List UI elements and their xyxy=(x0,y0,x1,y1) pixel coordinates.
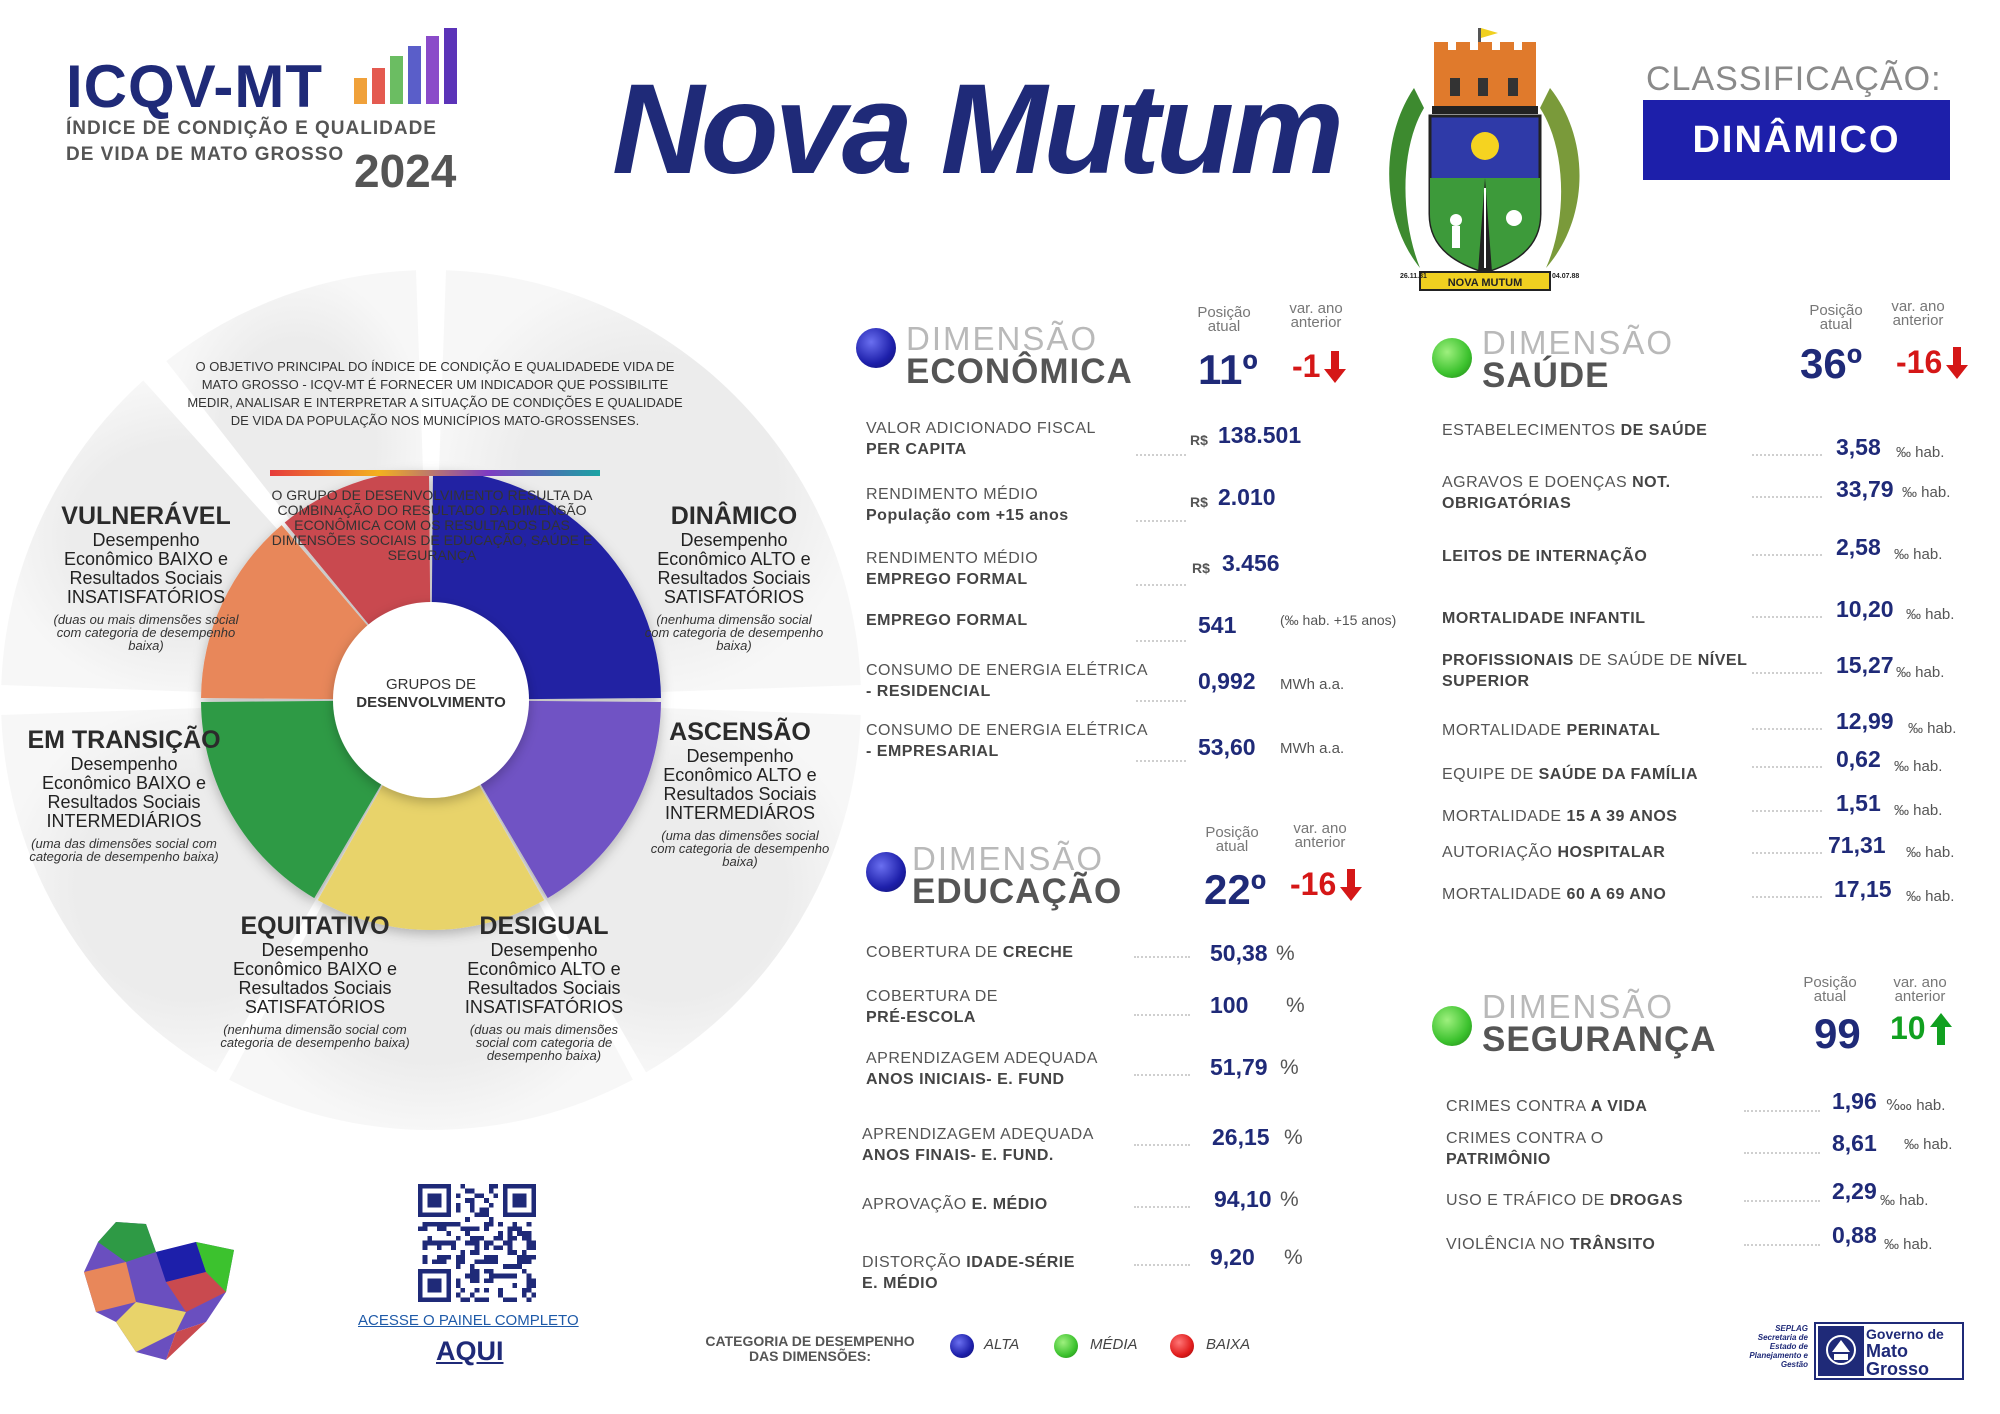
leader-dots xyxy=(1136,640,1186,642)
saude-dim-name: SAÚDE xyxy=(1482,356,1610,395)
indicator-value: 12,99 xyxy=(1836,708,1894,734)
legend-dot-baixa xyxy=(1170,1334,1194,1358)
indicator-unit: % xyxy=(1284,1246,1303,1269)
seguranca-position-label: Posição atual xyxy=(1803,974,1857,1005)
saude-position-label: Posição atual xyxy=(1809,302,1863,333)
currency-prefix: R$ xyxy=(1190,494,1208,510)
educacao-dim-name: EDUCAÇÃO xyxy=(912,872,1123,911)
saude-position-value: 36º xyxy=(1800,340,1863,387)
indicator-line-1: MORTALIDADE xyxy=(1442,886,1562,903)
segment-desigual xyxy=(454,912,634,1062)
leader-dots xyxy=(1744,1152,1820,1154)
indicator-label xyxy=(1442,420,1772,441)
seguranca-category-dot xyxy=(1432,1006,1472,1046)
indicator-line-1: CRIMES CONTRA xyxy=(1446,1098,1586,1115)
educacao-category-dot xyxy=(866,852,906,892)
indicator-line-1: VALOR ADICIONADO FISCAL xyxy=(866,420,1096,437)
logo-bars-icon xyxy=(354,28,458,104)
indicator-bold-2: NÍVEL xyxy=(1697,652,1748,669)
indicator-value: 0,992 xyxy=(1198,668,1256,694)
segment-desc: Desempenho Econômico BAIXO e Resultados Sociais INTERMEDIÁRIOS xyxy=(41,754,207,831)
seguranca-position-value: 99 xyxy=(1814,1010,1861,1057)
indicator-label xyxy=(1442,806,1772,827)
indicator-unit: % xyxy=(1286,994,1305,1017)
logo-subtitle-line-2: DE VIDA DE MATO GROSSO xyxy=(66,144,345,165)
indicator-value: 53,60 xyxy=(1198,734,1256,760)
indicator-value: 17,15 xyxy=(1834,876,1892,902)
indicator-line-1: VIOLÊNCIA NO xyxy=(1446,1236,1565,1253)
leader-dots xyxy=(1752,810,1822,812)
indicator-value: 3.456 xyxy=(1222,550,1280,576)
leader-dots xyxy=(1136,454,1186,456)
mato-grosso-map-icon xyxy=(76,1212,236,1362)
leader-dots xyxy=(1752,672,1822,674)
gov-line-3: Grosso xyxy=(1866,1359,1930,1379)
indicator-bold: 60 A 69 ANO xyxy=(1566,886,1667,903)
leader-dots xyxy=(1744,1244,1820,1246)
indicator-label xyxy=(1442,842,1772,863)
leader-dots xyxy=(1744,1200,1820,1202)
economica-variation xyxy=(1292,348,1346,385)
indicator-line-1: AUTORIAÇÃO xyxy=(1442,844,1553,861)
indicator-label xyxy=(1446,1128,1746,1170)
leader-dots xyxy=(1136,520,1186,522)
seguranca-variation-label: var. ano anterior xyxy=(1893,974,1947,1005)
indicator-value: 10,20 xyxy=(1836,596,1894,622)
indicator-label xyxy=(866,418,1136,460)
indicator-line-2: ANOS INICIAIS- E. FUND xyxy=(866,1071,1065,1088)
indicator-unit: % xyxy=(1280,1056,1299,1079)
arrow-down-icon xyxy=(1946,347,1968,379)
segment-desc: Desempenho Econômico ALTO e Resultados Sociais INTERMEDIÁROS xyxy=(663,746,817,823)
indicator-bold: CRECHE xyxy=(1002,944,1074,961)
indicator-label: EMPREGO FORMAL xyxy=(866,612,1028,629)
logo-title: ICQV-MT xyxy=(66,53,323,120)
economica-dim-word: DIMENSÃO xyxy=(906,320,1099,357)
objective-text: O OBJETIVO PRINCIPAL DO ÍNDICE DE CONDIÇÃO E QUALIDADEDE VIDA DE MATO GROSSO - ICQV-MT É FORNECER UM INDICADOR QUE POSSIBILITE MEDIR, ANALISAR E INTERPRETAR A SITUAÇÃO DE CONDIÇÕES E QUALIDADE DE VIDA DA POPULAÇÃO NOS MUNICÍPIOS MATO-GROSSENSES. xyxy=(187,359,683,428)
segment-vulneravel xyxy=(46,502,246,652)
gov-line-1: Governo de xyxy=(1866,1326,1944,1342)
segment-note: (nenhuma dimensão social com categoria de desempenho baixa) xyxy=(220,1022,410,1050)
indicator-bold: DROGAS xyxy=(1609,1192,1684,1209)
indicator-bold: SAÚDE DA FAMÍLIA xyxy=(1538,766,1698,783)
indicator-line-2: População com +15 anos xyxy=(866,507,1069,524)
indicator-bold: DE SAÚDE xyxy=(1620,422,1708,439)
indicator-line-2: PRÉ-ESCOLA xyxy=(866,1009,976,1026)
indicator-line-1: APRENDIZAGEM ADEQUADA xyxy=(866,1050,1098,1067)
indicator-value: 71,31 xyxy=(1828,832,1886,858)
indicator-label xyxy=(1446,1190,1746,1211)
indicator-value: 541 xyxy=(1198,612,1237,638)
indicator-line-1: DE SAÚDE DE xyxy=(1578,652,1693,669)
leader-dots xyxy=(1134,1144,1190,1146)
indicator-unit: ‰ hab. xyxy=(1896,664,1945,681)
segment-title: EQUITATIVO xyxy=(240,912,390,940)
wheel-center-label xyxy=(338,676,524,712)
indicator-value: 26,15 xyxy=(1212,1124,1270,1150)
indicator-label xyxy=(1446,1234,1746,1255)
indicator-line-1: ESTABELECIMENTOS xyxy=(1442,422,1616,439)
indicator-bold: 15 A 39 ANOS xyxy=(1566,808,1678,825)
indicator-unit: ‰ hab. xyxy=(1894,546,1943,563)
segment-desc: Desempenho Econômico BAIXO e Resultados Sociais SATISFATÓRIOS xyxy=(232,940,398,1017)
indicator-line-2: OBRIGATÓRIAS xyxy=(1442,495,1572,512)
indicator-unit: % xyxy=(1284,1126,1303,1149)
leader-dots xyxy=(1134,1206,1190,1208)
segment-em-transicao xyxy=(24,726,224,863)
indicator-label xyxy=(1442,884,1772,905)
segment-title: DESIGUAL xyxy=(479,912,609,940)
indicator-bold: E. MÉDIO xyxy=(971,1196,1048,1213)
coat-date-left: 26.11.81 xyxy=(1400,273,1427,280)
indicator-bold: HOSPITALAR xyxy=(1557,844,1666,861)
legend-title xyxy=(690,1334,930,1364)
painel-completo-link[interactable]: ACESSE O PAINEL COMPLETO xyxy=(358,1312,579,1329)
legend-label-baixa: BAIXA xyxy=(1206,1336,1251,1353)
arrow-up-icon xyxy=(1930,1013,1952,1045)
arrow-down-icon xyxy=(1340,869,1362,901)
indicator-line-1: COBERTURA DE xyxy=(866,988,998,1005)
legend-dot-media xyxy=(1054,1334,1078,1358)
segment-desc: Desempenho Econômico ALTO e Resultados Sociais INSATISFATÓRIOS xyxy=(464,940,624,1017)
indicator-unit: ‰ hab. xyxy=(1904,1136,1953,1153)
logo-year: 2024 xyxy=(354,145,457,197)
educacao-variation xyxy=(1290,866,1362,903)
indicator-label xyxy=(1442,650,1772,692)
segment-desc: Desempenho Econômico BAIXO e Resultados Sociais INSATISFATÓRIOS xyxy=(63,530,229,607)
indicator-line-1: MORTALIDADE xyxy=(1442,808,1562,825)
coat-caption: NOVA MUTUM xyxy=(1447,277,1523,289)
currency-prefix: R$ xyxy=(1192,560,1210,576)
indicator-unit: MWh a.a. xyxy=(1280,740,1345,757)
indicator-label xyxy=(1442,472,1772,514)
segment-title: ASCENSÃO xyxy=(669,718,811,746)
indicator-unit: ‰ hab. xyxy=(1894,758,1943,775)
center-label-line-1: GRUPOS DE xyxy=(385,676,476,693)
indicator-label xyxy=(1442,608,1772,629)
indicator-unit: ‰ hab. xyxy=(1894,802,1943,819)
indicator-bold: PERINATAL xyxy=(1566,722,1661,739)
indicator-bold: TRÂNSITO xyxy=(1569,1236,1656,1253)
economica-variation-value: -1 xyxy=(1292,348,1321,384)
economica-category-dot xyxy=(856,328,896,368)
leader-dots xyxy=(1134,1014,1190,1016)
indicator-unit: ‰ hab. xyxy=(1908,720,1957,737)
indicator-value: 8,61 xyxy=(1832,1130,1877,1156)
indicator-line-1: USO E TRÁFICO DE xyxy=(1446,1192,1605,1209)
coat-date-right: 04.07.88 xyxy=(1552,273,1580,280)
segment-dinamico xyxy=(644,502,824,652)
coat-of-arms-icon xyxy=(1380,28,1590,296)
indicator-unit: ‱ hab. xyxy=(1886,1097,1946,1114)
indicator-unit: ‰ hab. xyxy=(1880,1192,1929,1209)
legend-label-media: MÉDIA xyxy=(1090,1336,1138,1353)
indicator-line-2: - RESIDENCIAL xyxy=(866,683,991,700)
saude-variation-label: var. ano anterior xyxy=(1891,298,1945,329)
logo-subtitle-line-1: ÍNDICE DE CONDIÇÃO E QUALIDADE xyxy=(66,118,437,139)
indicator-line-1: APRENDIZAGEM ADEQUADA xyxy=(862,1126,1094,1143)
aqui-link[interactable]: AQUI xyxy=(436,1336,504,1366)
indicator-line-1: RENDIMENTO MÉDIO xyxy=(866,550,1039,567)
segment-equitativo xyxy=(220,912,410,1049)
seguranca-dim-word: DIMENSÃO xyxy=(1482,988,1675,1025)
indicator-bold: LEITOS DE INTERNAÇÃO xyxy=(1442,548,1648,565)
educacao-position-value: 22º xyxy=(1204,866,1267,913)
saude-category-dot xyxy=(1432,338,1472,378)
indicator-value: 1,96 xyxy=(1832,1088,1877,1114)
leader-dots xyxy=(1752,766,1822,768)
leader-dots xyxy=(1134,1264,1190,1266)
indicator-label xyxy=(862,1194,1142,1215)
indicator-line-1: MORTALIDADE xyxy=(1442,722,1562,739)
indicator-label xyxy=(1442,764,1772,785)
legend-title-line-1: CATEGORIA DE DESEMPENHO xyxy=(705,1333,915,1349)
segment-note: (duas ou mais dimensões social com categoria de desempenho baixa) xyxy=(53,612,239,653)
indicator-line-1: DISTORÇÃO xyxy=(862,1254,962,1271)
indicator-label xyxy=(866,548,1136,590)
indicator-value: 33,79 xyxy=(1836,476,1894,502)
legend-title-line-2: DAS DIMENSÕES: xyxy=(748,1348,872,1364)
indicator-bold: NOT. xyxy=(1632,474,1671,491)
segment-note: (uma das dimensões social com categoria de desempenho baixa) xyxy=(29,836,219,864)
indicator-bold: PROFISSIONAIS xyxy=(1442,652,1574,669)
segment-note: (duas ou mais dimensões social com categoria de desempenho baixa) xyxy=(469,1022,619,1063)
educacao-position-label: Posição atual xyxy=(1205,824,1259,855)
seguranca-variation-value: 10 xyxy=(1890,1010,1926,1046)
leader-dots xyxy=(1752,852,1822,854)
indicator-value: 51,79 xyxy=(1210,1054,1268,1080)
economica-position-value: 11º xyxy=(1198,346,1258,393)
segment-title: DINÂMICO xyxy=(670,502,798,530)
indicator-value: 1,51 xyxy=(1836,790,1881,816)
indicator-value: 0,62 xyxy=(1836,746,1881,772)
indicator-line-1: CONSUMO DE ENERGIA ELÉTRICA xyxy=(866,662,1148,679)
economica-variation-label: var. ano anterior xyxy=(1289,300,1343,331)
indicator-bold: A VIDA xyxy=(1590,1098,1648,1115)
indicator-line-2: - EMPRESARIAL xyxy=(866,743,999,760)
indicator-unit: ‰ hab. xyxy=(1884,1236,1933,1253)
leader-dots xyxy=(1752,728,1822,730)
qr-code-icon[interactable] xyxy=(418,1184,536,1302)
indicator-unit: MWh a.a. xyxy=(1280,676,1345,693)
indicator-value: 15,27 xyxy=(1836,652,1894,678)
indicator-line-2: E. MÉDIO xyxy=(862,1275,939,1292)
indicator-line-2: PATRIMÔNIO xyxy=(1446,1151,1551,1168)
classification-badge: DINÂMICO xyxy=(1643,100,1950,180)
economica-dim-name: ECONÔMICA xyxy=(906,352,1133,391)
currency-prefix: R$ xyxy=(1190,432,1208,448)
educacao-dim-word: DIMENSÃO xyxy=(912,840,1105,877)
indicator-value: 2.010 xyxy=(1218,484,1276,510)
indicator-label xyxy=(866,720,1176,762)
indicator-line-1: CRIMES CONTRA O xyxy=(1446,1130,1604,1147)
indicator-unit: ‰ hab. xyxy=(1906,888,1955,905)
leader-dots xyxy=(1744,1110,1820,1112)
indicator-label xyxy=(862,1124,1142,1166)
segment-title: VULNERÁVEL xyxy=(61,502,231,530)
indicator-line-2: EMPREGO FORMAL xyxy=(866,571,1028,588)
indicator-unit: (‰ hab. +15 anos) xyxy=(1280,612,1397,628)
indicator-line-2: PER CAPITA xyxy=(866,441,967,458)
group-explanation-text: O GRUPO DE DESENVOLVIMENTO RESULTA DA COMBINAÇÃO DO RESULTADO DA DIMENSÃO ECONÔMICA COM OS RESULTADOS DAS DIMENSÕES SOCIAIS DE EDUCAÇÃO, SAÚDE E SEGURANÇA xyxy=(271,487,593,563)
leader-dots xyxy=(1136,584,1186,586)
indicator-unit: ‰ hab. xyxy=(1906,844,1955,861)
center-label-line-2: DESENVOLVIMENTO xyxy=(356,694,506,711)
indicator-value: 100 xyxy=(1210,992,1249,1018)
legend-label-alta: ALTA xyxy=(984,1336,1020,1353)
indicator-value: 2,58 xyxy=(1836,534,1881,560)
leader-dots xyxy=(1752,896,1822,898)
governo-mt-emblem-icon xyxy=(1818,1326,1864,1376)
educacao-variation-value: -16 xyxy=(1290,866,1337,902)
indicator-value: 138.501 xyxy=(1218,422,1302,448)
indicator-line-1: RENDIMENTO MÉDIO xyxy=(866,486,1039,503)
saude-variation xyxy=(1896,344,1968,381)
leader-dots xyxy=(1752,454,1822,456)
seplag-logo-text: SEPLAG Secretaria de Estado de Planejamento e Gestão xyxy=(1749,1324,1808,1369)
indicator-label xyxy=(866,660,1176,702)
indicator-line-1: CONSUMO DE ENERGIA ELÉTRICA xyxy=(866,722,1148,739)
leader-dots xyxy=(1136,760,1186,762)
leader-dots xyxy=(1752,554,1822,556)
leader-dots xyxy=(1134,956,1190,958)
leader-dots xyxy=(1752,496,1822,498)
leader-dots xyxy=(1136,700,1186,702)
indicator-label xyxy=(866,484,1136,526)
indicator-line-1: EQUIPE DE xyxy=(1442,766,1534,783)
indicator-value: 94,10 xyxy=(1214,1186,1272,1212)
indicator-bold: IDADE-SÉRIE xyxy=(966,1254,1075,1271)
saude-dim-word: DIMENSÃO xyxy=(1482,324,1675,361)
seguranca-dim-name: SEGURANÇA xyxy=(1482,1020,1717,1059)
segment-note: (uma das dimensões social com categoria de desempenho baixa) xyxy=(650,828,830,869)
indicator-value: 0,88 xyxy=(1832,1222,1877,1248)
indicator-unit: ‰ hab. xyxy=(1902,484,1951,501)
indicator-line-2: ANOS FINAIS- E. FUND. xyxy=(862,1147,1054,1164)
leader-dots xyxy=(1752,616,1822,618)
indicator-label xyxy=(866,986,1146,1028)
indicator-value: 2,29 xyxy=(1832,1178,1877,1204)
indicator-label xyxy=(862,1252,1142,1294)
seguranca-variation xyxy=(1890,1010,1952,1047)
segment-desc: Desempenho Econômico ALTO e Resultados Sociais SATISFATÓRIOS xyxy=(657,530,811,607)
legend-dot-alta xyxy=(950,1334,974,1358)
indicator-bold: MORTALIDADE INFANTIL xyxy=(1442,610,1646,627)
indicator-label xyxy=(1446,1096,1746,1117)
indicator-label xyxy=(866,1048,1146,1090)
indicator-unit: ‰ hab. xyxy=(1896,444,1945,461)
governo-mt-text xyxy=(1866,1326,1944,1378)
indicator-line-2: SUPERIOR xyxy=(1442,673,1530,690)
indicator-label xyxy=(1442,720,1772,741)
classification-label: CLASSIFICAÇÃO: xyxy=(1646,60,1942,98)
indicator-label xyxy=(1442,546,1772,567)
city-name: Nova Mutum xyxy=(612,58,1340,201)
indicator-line-1: AGRAVOS E DOENÇAS xyxy=(1442,474,1628,491)
economica-position-label: Posição atual xyxy=(1197,304,1251,335)
indicator-value: 50,38 xyxy=(1210,940,1268,966)
indicator-value: 3,58 xyxy=(1836,434,1881,460)
segment-title: EM TRANSIÇÃO xyxy=(27,726,221,754)
segment-ascensao xyxy=(650,718,830,868)
arrow-down-icon xyxy=(1324,351,1346,383)
gov-line-2: Mato xyxy=(1866,1341,1908,1361)
indicator-unit: % xyxy=(1276,942,1295,965)
indicator-unit: ‰ hab. xyxy=(1906,606,1955,623)
educacao-variation-label: var. ano anterior xyxy=(1293,820,1347,851)
leader-dots xyxy=(1134,1074,1190,1076)
indicator-label xyxy=(866,942,1146,963)
indicator-line-1: APROVAÇÃO xyxy=(862,1196,967,1213)
segment-note: (nenhuma dimensão social com categoria de desempenho baixa) xyxy=(644,612,824,653)
indicator-value: 9,20 xyxy=(1210,1244,1255,1270)
indicator-unit: % xyxy=(1280,1188,1299,1211)
indicator-line-1: COBERTURA DE xyxy=(866,944,998,961)
saude-variation-value: -16 xyxy=(1896,344,1943,380)
